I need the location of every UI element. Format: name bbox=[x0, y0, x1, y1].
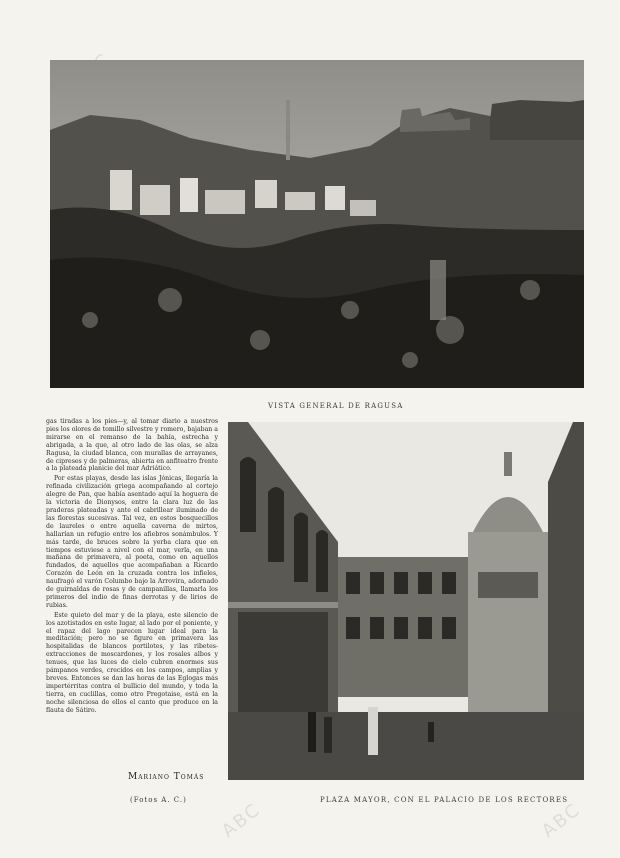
article-text bbox=[46, 418, 218, 717]
top-photo-caption: VISTA GENERAL DE RAGUSA bbox=[268, 402, 404, 410]
article-paragraph: Este quieto del mar y de la playa, este silencio de los azotistados en este lugar, al lado por el poniente, y el rapaz del lago parecen lugar ideal para la meditación; pero no se figure en primavera las hospitalidas de blancos portilotes, y las ribetes-extracciones de moscardones, y los rosales albos y tenues, que las luces de cielo cubren enormes sus pámpanos verdes, crecidos en los campos, amplias y breves. Entonces se dan las horas de las Eglogas más impertérritas contra el bullicio del mundo, y toda la tierra, en cuclillas, como otro Pregotaise, está en la noche silenciosa de ellos el canto que produce en la flauta de Sátiro. bbox=[46, 611, 218, 714]
article-paragraph: gas tiradas a los pies—y, al tomar diario a nuestros pies los olores de tomillo silvestre y romero, bajaban a mirarse en el remanso de la bahía, estrecha y abrigada, a la que, al otro lado de las olas, se alza Ragusa, la ciudad blanca, con murallas de arrayanes, de cipreses y de palmeras, abierta en anfiteatro frente a la plateada planicie del mar Adriático. bbox=[46, 418, 218, 473]
town-panorama-photo bbox=[50, 60, 584, 388]
bottom-photo-caption: PLAZA MAYOR, CON EL PALACIO DE LOS RECTORES bbox=[320, 796, 569, 804]
watermark: ABC bbox=[218, 799, 265, 842]
photo-credit: (Fotos A. C.) bbox=[130, 796, 187, 804]
author-signature: Mariano Tomás bbox=[128, 772, 205, 782]
watermark: ABC bbox=[538, 799, 585, 842]
plaza-photo bbox=[228, 422, 584, 780]
article-paragraph: Por estas playas, desde las islas Jónicas, llegaría la refinada civilización griega acompañando al cortejo alegre de Pan, que había asentado aquí la hoguera de la victoria de Dionysos, entre la clara luz de las praderas plateadas y ante el cabrillear iluminado de las florestas sucesivas. Tal vez, en estos bosquecillos de laureles o entre aquella caverna de mirtos, hallarían un refugio entre los afiebros sonámbulos. Y más tarde, de bruces sobre la yerba clara que en tiempos estuviese a nivel con el mar, verla, en una mañana de primavera, al poeta, como en aquellos fundados, de aquellos que acompañaban a Ricardo Corazón de León en la cruzada contra los infieles, naufragó el varón Columbo bajo la Arrovira, adornado de guirnaldas de rosas y de campanillas, llamarla los primeros del indio de finas derrotas y de lirios de rubias. bbox=[46, 475, 218, 609]
